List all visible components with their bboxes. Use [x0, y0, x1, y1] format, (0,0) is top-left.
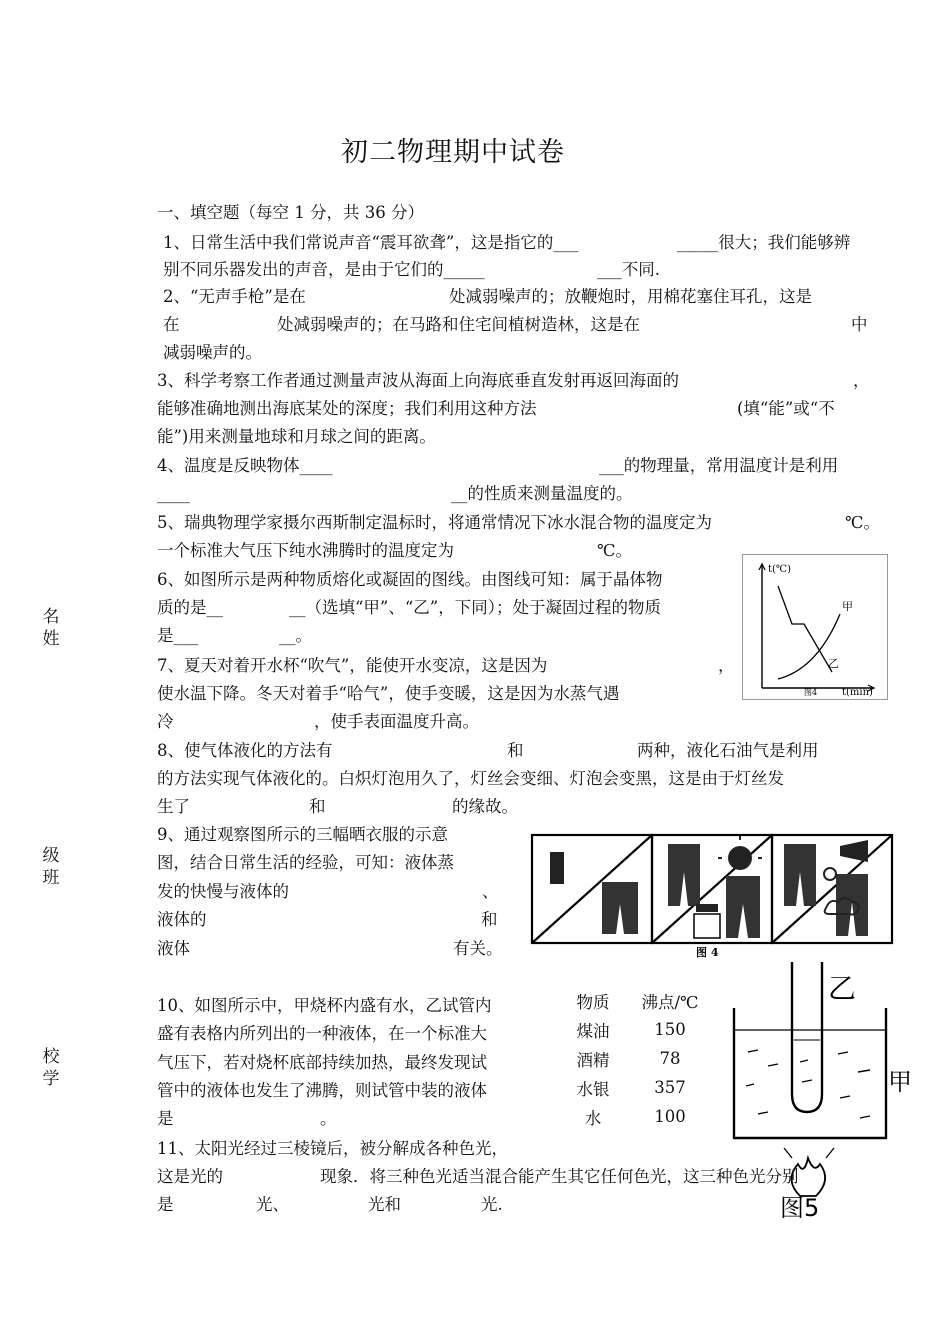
- q9-line: 图，结合日常生活的经验，可知：液体蒸: [157, 853, 454, 872]
- q1-line: ___不同.: [597, 260, 660, 279]
- sun-icon: [728, 846, 752, 870]
- q4-line: __的性质来测量温度的。: [451, 484, 633, 503]
- q11-line: 是: [157, 1195, 174, 1214]
- q1-line: 别不同乐器发出的声音，是由于它们的_____: [163, 260, 485, 279]
- q8-line: 生了: [157, 797, 190, 816]
- q5-line: ℃。: [597, 541, 632, 560]
- test-tube-icon: [792, 962, 822, 1112]
- q2-line: 在: [163, 315, 180, 334]
- q1-line: _____很大；我们能够辨: [677, 233, 851, 252]
- trousers-icon: [726, 876, 760, 938]
- q11-line: 光、: [256, 1195, 289, 1214]
- table-row: [562, 1015, 716, 1044]
- q7-line: ，: [718, 656, 735, 675]
- q5-line: 5、瑞典物理学家摄尔西斯制定温标时，将通常情况下冰水混合物的温度定为: [157, 513, 712, 532]
- q2-line: 中: [851, 315, 868, 334]
- q3-line: (填“能”或“不: [737, 399, 835, 418]
- side-label-name: 名 姓: [42, 607, 60, 649]
- q11-line: 光和: [368, 1195, 401, 1214]
- table-cell: 水: [584, 1108, 602, 1128]
- table-row: [562, 1044, 716, 1073]
- q4-line: 4、温度是反映物体____: [157, 456, 333, 475]
- graph-caption: 图4: [804, 688, 818, 697]
- q6-line: 质的是__: [157, 598, 223, 617]
- q5-line: 一个标准大气压下纯水沸腾时的温度定为: [157, 541, 454, 560]
- q9-line: 发的快慢与液体的: [157, 882, 289, 901]
- q11-line: 现象．将三种色光适当混合能产生其它任何色光，这三种色光分别: [320, 1167, 799, 1186]
- side-label-class: 级 班: [42, 846, 60, 888]
- q10-line: 10、如图所示中，甲烧杯内盛有水，乙试管内: [157, 996, 492, 1015]
- q6-line: 是___: [157, 626, 199, 645]
- q7-line: 使水温下降。冬天对着手“哈气”，使手变暖，这是因为水蒸气遇: [157, 684, 620, 703]
- q3-line: 能”)用来测量地球和月球之间的距离。: [157, 427, 436, 446]
- table-cell: 煤油: [576, 1021, 610, 1041]
- section-heading: 一、填空题（每空 1 分，共 36 分）: [157, 203, 424, 222]
- q7-line: 冷: [157, 712, 174, 731]
- q10-line: 。: [320, 1109, 337, 1128]
- q2-line: 处减弱噪声的；在马路和住宅间植树造林，这是在: [277, 315, 640, 334]
- q1-line: 1、日常生活中我们常说声音“震耳欲聋”，这是指它的___: [163, 233, 579, 252]
- stove-icon: [694, 914, 720, 938]
- table-cell: 150: [654, 1020, 686, 1039]
- q8-line: 两种，液化石油气是利用: [637, 741, 819, 760]
- q10-line: 是: [157, 1109, 174, 1128]
- q4-line: ____: [157, 484, 190, 503]
- q3-line: 3、科学考察工作者通过测量声波从海面上向海底垂直发射再返回海面的: [157, 371, 679, 390]
- graph-x-label: t(min): [842, 687, 873, 698]
- q7-line: ，使手表面温度升高。: [314, 712, 479, 731]
- q9-line: 9、通过观察图所示的三幅晒衣服的示意: [157, 825, 448, 844]
- clothes-caption: 图 4: [696, 946, 719, 958]
- trousers-icon: [602, 882, 638, 934]
- q8-line: 和: [309, 797, 326, 816]
- q10-line: 管中的液体也发生了沸腾，则试管中装的液体: [157, 1081, 487, 1100]
- table-header: 物质: [576, 992, 610, 1012]
- trousers-icon: [784, 844, 816, 906]
- trousers-icon: [668, 844, 700, 906]
- q2-line: 处减弱噪声的；放鞭炮时，用棉花塞住耳孔，这是: [449, 287, 812, 306]
- q6-line: __。: [279, 626, 312, 645]
- q9-line: 液体的: [157, 910, 207, 929]
- label-jia: 甲: [888, 1068, 912, 1096]
- q11-line: 光.: [481, 1195, 503, 1214]
- q2-line: 2、“无声手枪”是在: [163, 287, 306, 306]
- q9-line: 有关。: [453, 939, 503, 958]
- table-cell: 100: [654, 1107, 686, 1126]
- q11-line: 11、太阳光经过三棱镜后，被分解成各种色光，: [157, 1139, 508, 1158]
- table-cell: 酒精: [576, 1050, 610, 1070]
- q9-line: 和: [481, 910, 498, 929]
- table-cell: 357: [654, 1078, 686, 1097]
- trousers-icon: [836, 874, 868, 936]
- fan-icon: [824, 868, 836, 880]
- table-header: 沸点/℃: [641, 992, 699, 1012]
- q8-line: 的缘故。: [452, 797, 518, 816]
- page-title: 初二物理期中试卷: [341, 137, 565, 168]
- graph-y-label: t(℃): [768, 564, 792, 575]
- curve-jia-label: 甲: [842, 600, 853, 613]
- table-header-row: [562, 986, 716, 1015]
- table-row: [562, 1102, 716, 1131]
- q7-line: 7、夏天对着开水杯“吹气”，能使开水变凉，这是因为: [157, 656, 548, 675]
- beaker-caption: 图5: [780, 1194, 820, 1222]
- q4-line: ___的物理量，常用温度计是利用: [599, 456, 839, 475]
- q8-line: 和: [507, 741, 524, 760]
- side-label-school: 校 学: [42, 1047, 60, 1089]
- label-yi: 乙: [828, 972, 857, 1005]
- q9-line: 液体: [157, 939, 190, 958]
- q9-line: 、: [482, 882, 499, 901]
- q11-line: 这是光的: [157, 1167, 223, 1186]
- q8-line: 8、使气体液化的方法有: [157, 741, 333, 760]
- q5-line: ℃。: [845, 513, 880, 532]
- q10-line: 气压下，若对烧杯底部持续加热，最终发现试: [157, 1053, 487, 1072]
- q3-line: 能够准确地测出海底某处的深度；我们利用这种方法: [157, 399, 537, 418]
- curve-yi-label: 乙: [828, 657, 839, 670]
- table-cell: 水银: [576, 1079, 610, 1099]
- boiling-point-table: [562, 986, 716, 1131]
- beaker-icon: [734, 1008, 886, 1138]
- q3-line: ，: [853, 371, 870, 390]
- q6-line: 6、如图所示是两种物质熔化或凝固的图线。由图线可知：属于晶体物: [157, 570, 663, 589]
- q6-line: __（选填“甲”、“乙”，下同）；处于凝固过程的物质: [289, 598, 661, 617]
- q8-line: 的方法实现气体液化的。白炽灯泡用久了，灯丝会变细、灯泡会变黑，这是由于灯丝发: [157, 769, 784, 788]
- table-cell: 78: [659, 1049, 681, 1068]
- curve-jia: [778, 586, 832, 672]
- q10-line: 盛有表格内所列出的一种液体，在一个标准大: [157, 1024, 487, 1043]
- table-row: [562, 1073, 716, 1102]
- melting-graph-figure: [742, 554, 888, 700]
- folded-cloth-icon: [550, 852, 564, 884]
- q2-line: 减弱噪声的。: [163, 343, 262, 362]
- drying-clothes-figure: [530, 832, 894, 958]
- fan-icon: [840, 840, 868, 862]
